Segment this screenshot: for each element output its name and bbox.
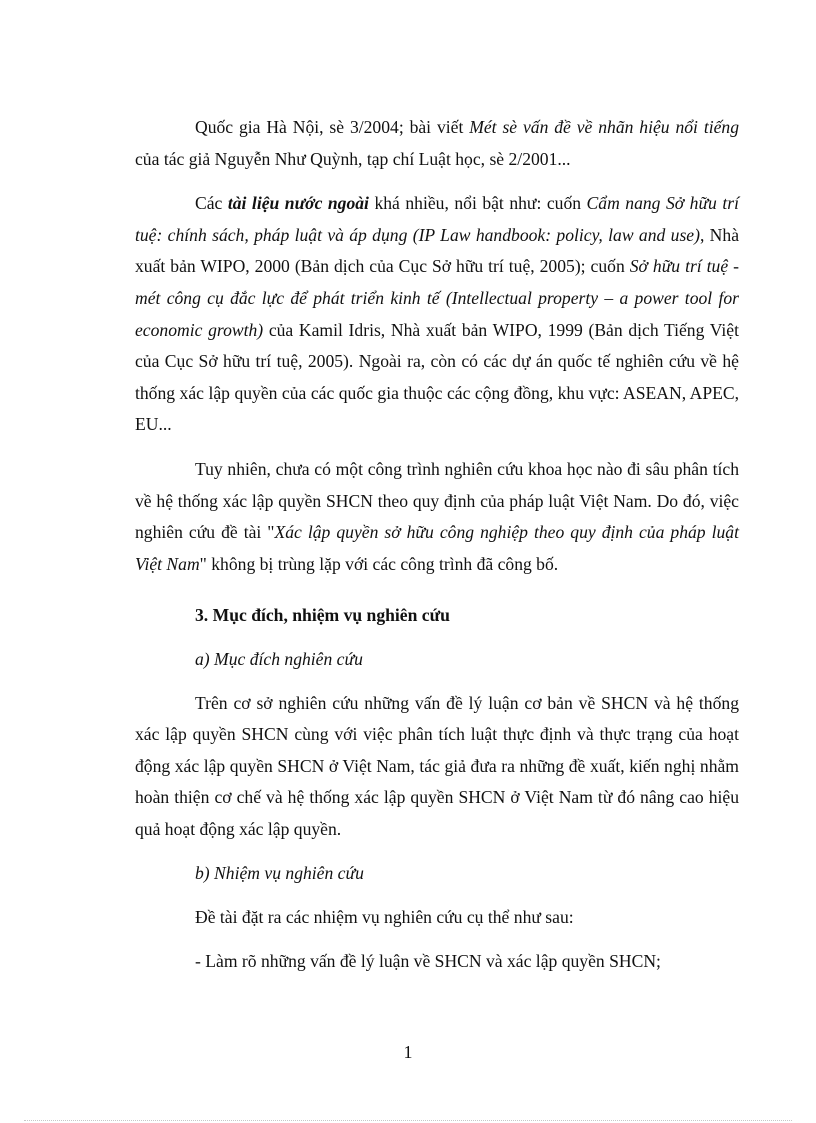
paragraph-foreign-documents <box>135 188 739 441</box>
paragraph-tasks-intro: Đề tài đặt ra các nhiệm vụ nghiên cứu cụ thể như sau: <box>195 907 574 928</box>
text-run: khá nhiều, nổi bật như: cuốn <box>368 193 587 214</box>
book-title-ip-power-tool: Sở hữu trí tuệ - mét công cụ đắc lực để phát triển kinh tế (Intellectual property – a power tool for economic growth) <box>135 256 739 340</box>
thesis-title: Xác lập quyền sở hữu công nghiệp theo quy định của pháp luật Việt Nam <box>135 522 739 574</box>
paragraph-purpose: Trên cơ sở nghiên cứu những vấn đề lý luận cơ bản về SHCN và hệ thống xác lập quyền SHCN cùng với việc phân tích luật thực định và thực trạng của hoạt động xác lập quyền SHCN ở Việt Nam, tác giả đưa ra những đề xuất, kiến nghị nhằm hoàn thiện cơ chế và hệ thống xác lập quyền SHCN ở Việt Nam từ đó nâng cao hiệu quả hoạt động xác lập quyền. <box>135 692 739 839</box>
section-heading: 3. Mục đích, nhiệm vụ nghiên cứu <box>195 605 450 626</box>
emphasis-foreign-documents: tài liệu nước ngoài <box>227 193 369 214</box>
paragraph-novelty <box>135 454 739 580</box>
text-run: của Kamil Idris, Nhà xuất bản WIPO, 1999 (Bản dịch Tiếng Việt của Cục Sở hữu trí tuệ, 2005). Ngoài ra, còn có các dự án quốc tế nghiên cứu về hệ thống xác lập quyền của các quốc gia thuộc các cộng đồng, khu vực: ASEAN, APEC, EU... <box>135 319 739 435</box>
page-bottom-divider <box>24 1120 792 1121</box>
text-run: , Nhà xuất bản WIPO, 2000 (Bản dịch của Cục Sở hữu trí tuệ, 2005); cuốn <box>135 224 739 277</box>
subheading-purpose: a) Mục đích nghiên cứu <box>195 648 363 669</box>
text-run: của tác giả Nguyễn Như Quỳnh, tạp chí Luật học, sè 2/2001... <box>135 148 571 169</box>
text-run: " không bị trùng lặp với các công trình đã công bố. <box>199 553 559 574</box>
page-number: 1 <box>403 1042 413 1062</box>
book-title-ip-handbook: Cẩm nang Sở hữu trí tuệ: chính sách, pháp luật và áp dụng (IP Law handbook: policy, law and use) <box>135 193 739 245</box>
text-run: Các <box>195 193 228 214</box>
article-title: Mét sè vấn đề về nhãn hiệu nổi tiếng <box>469 117 740 137</box>
list-item-task: - Làm rõ những vấn đề lý luận về SHCN và xác lập quyền SHCN; <box>195 950 661 971</box>
subheading-tasks: b) Nhiệm vụ nghiên cứu <box>195 863 364 884</box>
body-text <box>135 112 739 989</box>
paragraph-references-continued <box>135 112 739 175</box>
text-run: Tuy nhiên, chưa có một công trình nghiên cứu khoa học nào đi sâu phân tích về hệ thống xác lập quyền SHCN theo quy định của pháp luật Việt Nam. Do đó, việc nghiên cứu đề tài " <box>135 458 739 543</box>
text-run: Quốc gia Hà Nội, sè 3/2004; bài viết <box>195 117 470 137</box>
